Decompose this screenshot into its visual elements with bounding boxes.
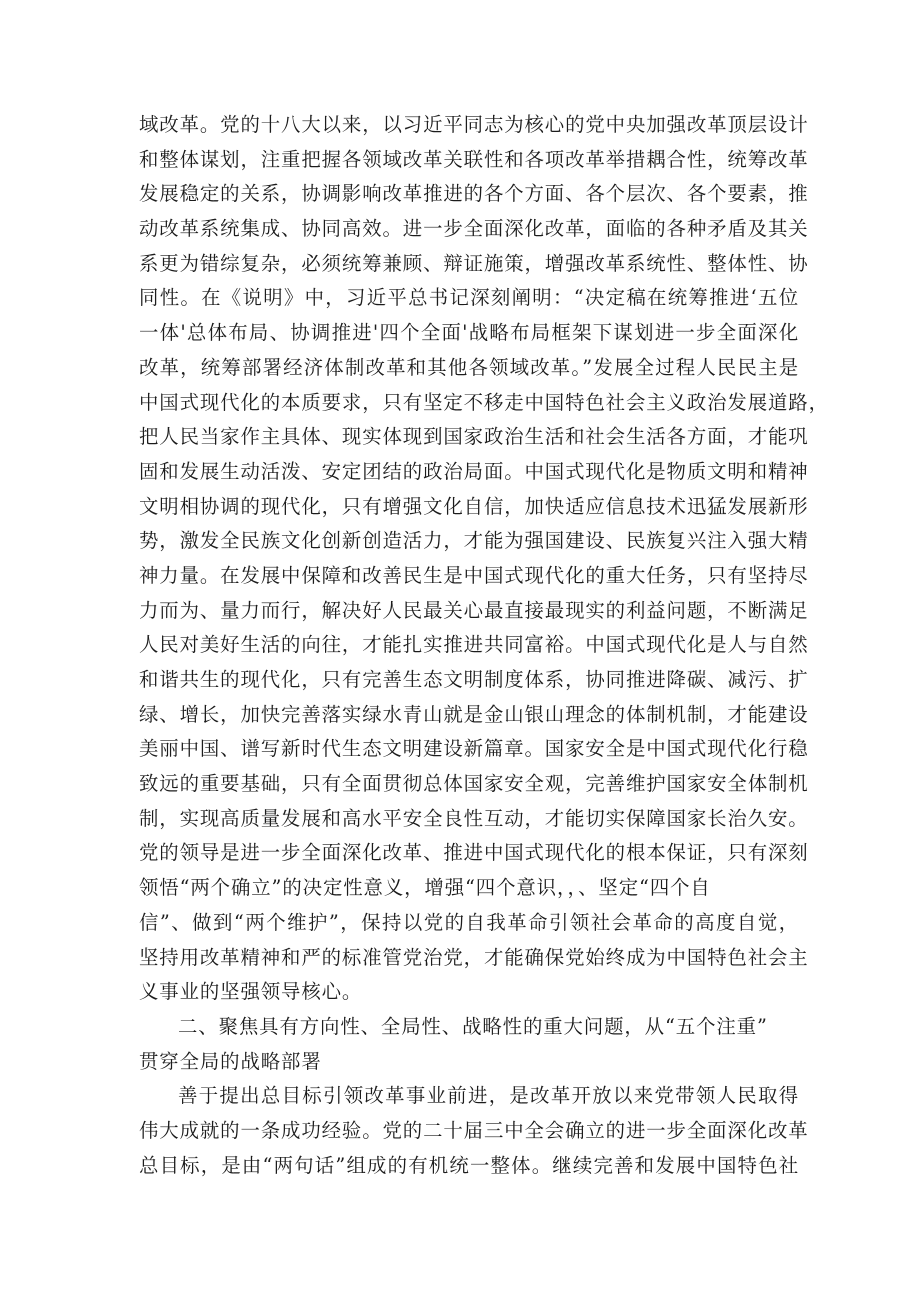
text-line: 改革，统筹部署经济体制改革和其他各领域改革。”发展全过程人民民主是 xyxy=(139,355,799,379)
text-line: 系更为错综复杂，必须统筹兼顾、辩证施策，增强改革系统性、整体性、协 xyxy=(139,251,809,275)
text-line: 中国式现代化的本质要求，只有坚定不移走中国特色社会主义政治发展道路， xyxy=(139,390,829,414)
text-line: 坚持用改革精神和严的标准管党治党，才能确保党始终成为中国特色社会主 xyxy=(139,945,809,969)
text-line: 神力量。在发展中保障和改善民生是中国式现代化的重大任务，只有坚持尽 xyxy=(139,563,809,587)
text-line: 领悟“两个确立”的决定性意义，增强“四个意识，，、坚定“四个自 xyxy=(139,876,711,900)
text-line: 力而为、量力而行，解决好人民最关心最直接最现实的利益问题，不断满足 xyxy=(139,598,809,622)
text-line: 伟大成就的一条成功经验。党的二十届三中全会确立的进一步全面深化改革 xyxy=(139,1118,809,1142)
text-line: 致远的重要基础，只有全面贯彻总体国家安全观，完善维护国家安全体制机 xyxy=(139,772,809,796)
text-line: 发展稳定的关系，协调影响改革推进的各个方面、各个层次、各个要素，推 xyxy=(139,182,809,206)
text-line: 把人民当家作主具体、现实体现到国家政治生活和社会生活各方面，才能巩 xyxy=(139,425,809,449)
text-line: 和谐共生的现代化，只有完善生态文明制度体系，协同推进降碳、减污、扩 xyxy=(139,668,809,691)
text-line: 信”、做到“两个维护”，保持以党的自我革命引领社会革命的高度自觉， xyxy=(139,910,799,934)
text-line: 绿、增长，加快完善落实绿水青山就是金山银山理念的体制机制，才能建设 xyxy=(139,702,809,726)
text-line: 义事业的坚强领导核心。 xyxy=(139,980,363,1004)
text-line: 人民对美好生活的向往，才能扎实推进共同富裕。中国式现代化是人与自然 xyxy=(139,633,809,657)
text-line: 动改革系统集成、协同高效。进一步全面深化改革，面临的各种矛盾及其关 xyxy=(139,217,809,241)
text-line: 总目标，是由“两句话”组成的有机统一整体。继续完善和发展中国特色社 xyxy=(139,1153,799,1177)
text-line: 同性。在《说明》中，习近平总书记深刻阐明：“决定稿在统筹推进‘五位 xyxy=(139,286,799,310)
text-line: 固和发展生动活泼、安定团结的政治局面。中国式现代化是物质文明和精神 xyxy=(139,459,809,483)
text-line: 二、聚焦具有方向性、全局性、战略性的重大问题，从“五个注重” xyxy=(178,1014,768,1038)
text-line: 党的领导是进一步全面深化改革、推进中国式现代化的根本保证，只有深刻 xyxy=(139,841,809,865)
text-line: 善于提出总目标引领改革事业前进，是改革开放以来党带领人民取得 xyxy=(178,1084,799,1108)
text-line: 贯穿全局的战略部署 xyxy=(139,1049,322,1073)
text-line: 势，激发全民族文化创新创造活力，才能为强国建设、民族复兴注入强大精 xyxy=(139,529,809,553)
body-text xyxy=(139,108,829,1183)
text-line: 文明相协调的现代化，只有增强文化自信，加快适应信息技术迅猛发展新形 xyxy=(139,494,809,518)
text-line: 域改革。党的十八大以来，以习近平同志为核心的党中央加强改革顶层设计 xyxy=(139,113,809,136)
text-line: 美丽中国、谱写新时代生态文明建设新篇章。国家安全是中国式现代化行稳 xyxy=(139,737,809,761)
text-line: 一体'总体布局、协调推进'四个全面'战略布局框架下谋划进一步全面深化 xyxy=(139,321,799,345)
text-line: 和整体谋划，注重把握各领域改革关联性和各项改革举措耦合性，统筹改革 xyxy=(139,147,809,171)
text-line: 制，实现高质量发展和高水平安全良性互动，才能切实保障国家长治久安。 xyxy=(139,806,809,830)
